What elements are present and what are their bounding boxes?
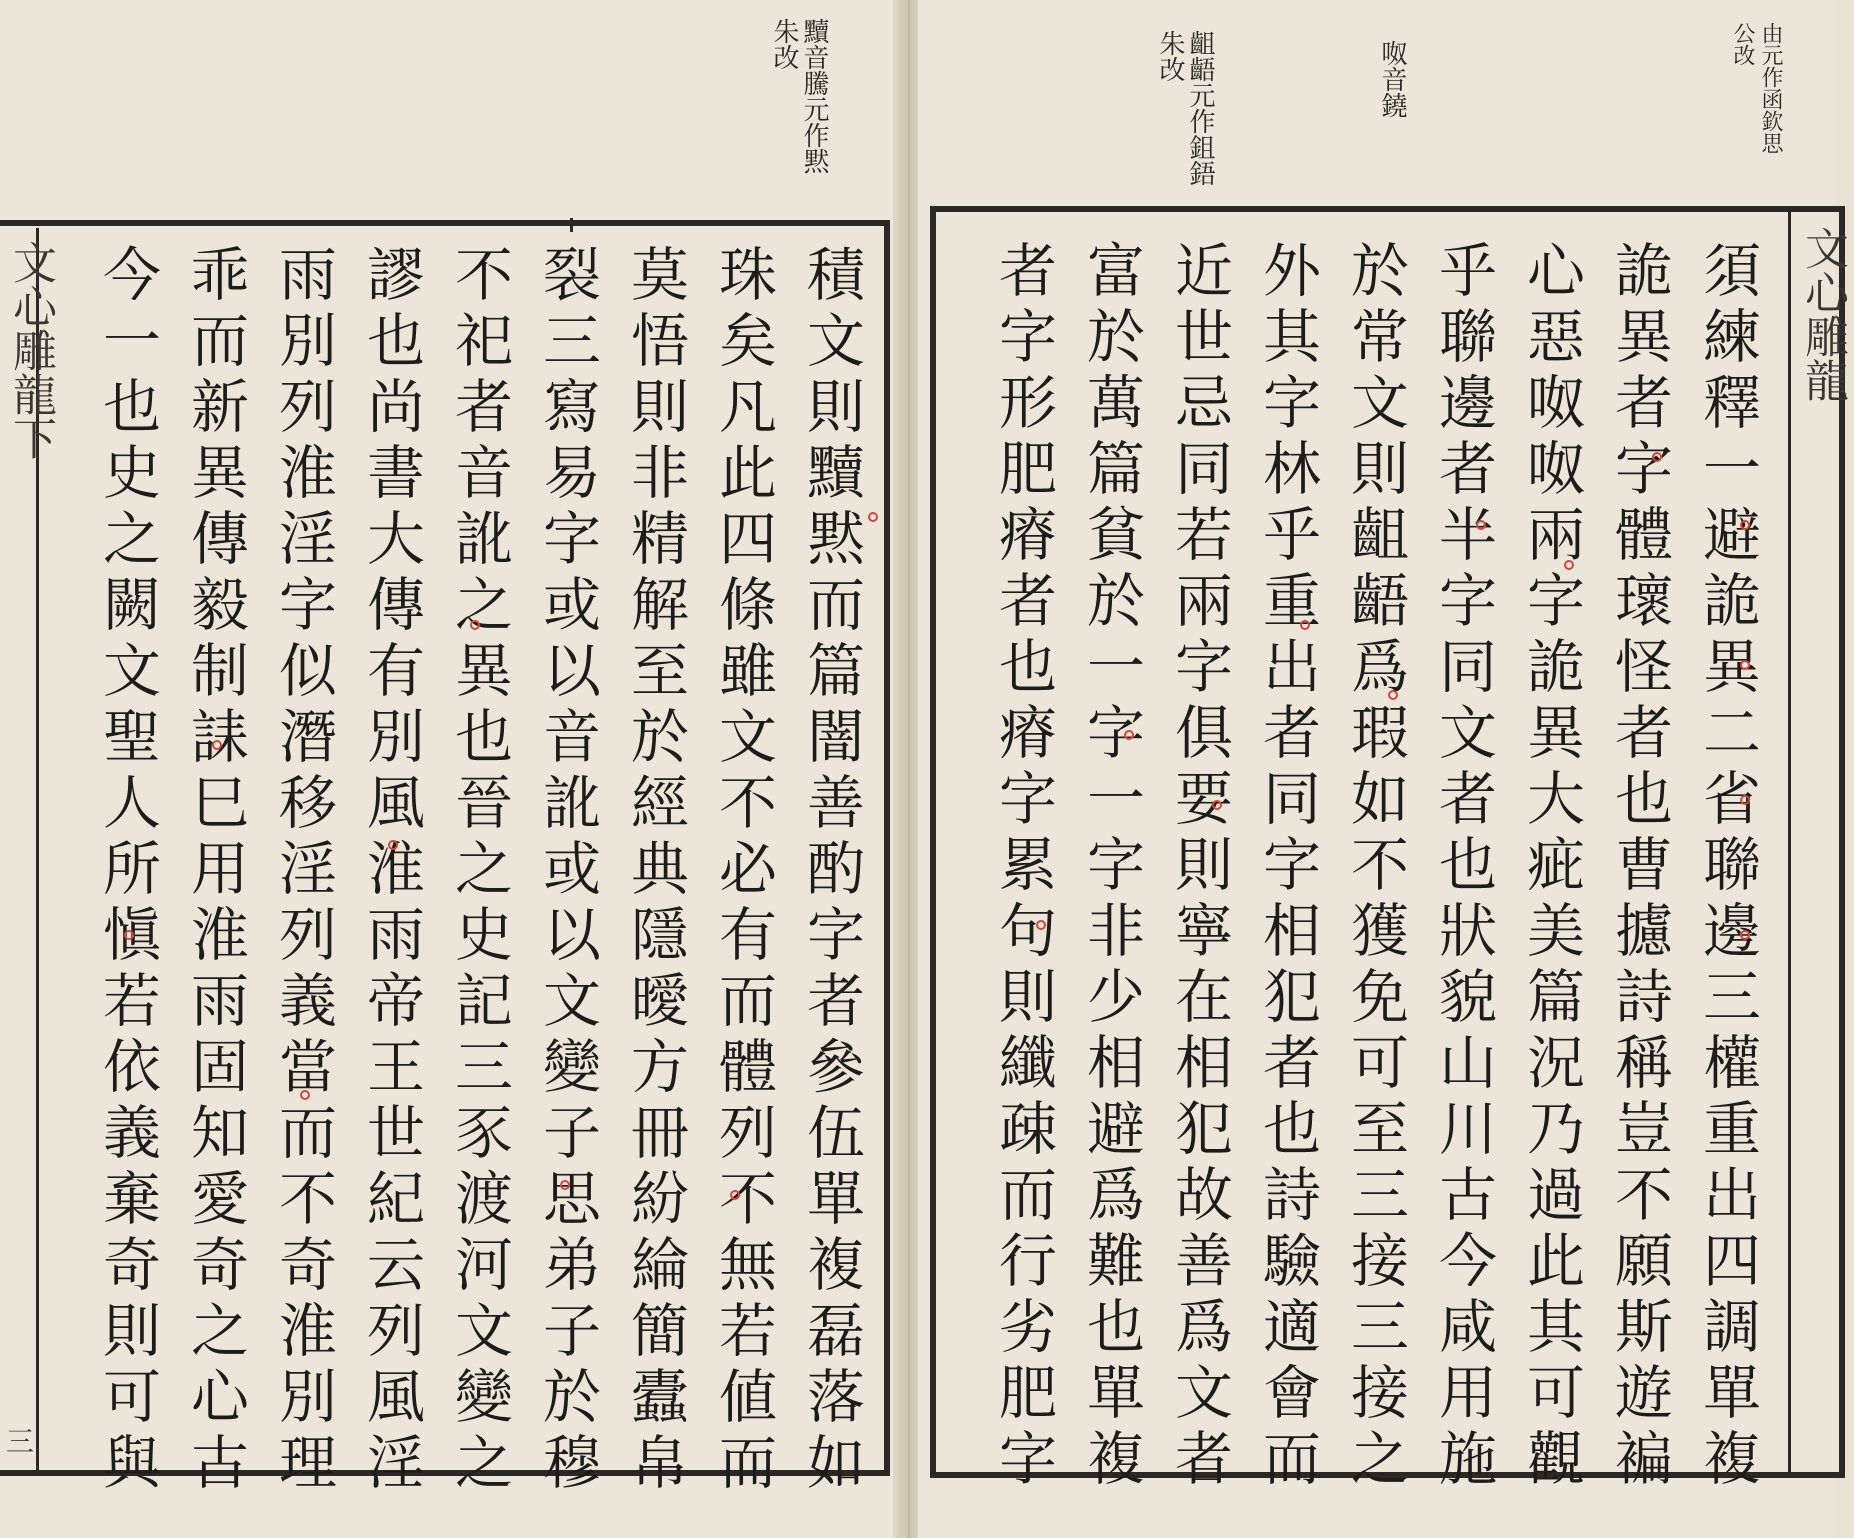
margin-note: 黷音騰元作黙 — [799, 18, 829, 174]
text-column: 近世忌同若兩字俱要則寧在相犯故善爲文者 — [1165, 240, 1233, 1494]
punctuation-mark — [1740, 660, 1750, 670]
punctuation-mark — [560, 1180, 570, 1190]
text-column: 者字形肥瘠者也瘠字累句則纖疎而行劣肥字 — [989, 240, 1057, 1494]
punctuation-mark — [300, 1090, 310, 1100]
punctuation-mark — [1212, 800, 1222, 810]
punctuation-mark — [1124, 730, 1134, 740]
frame-rule — [570, 218, 573, 232]
text-column: 珠矣凡此四條雖文不必有而體列不無若値而 — [709, 244, 777, 1498]
folio-number: 三 — [6, 1425, 35, 1458]
text-column: 乎聯邊者半字同文者也狀貌山川古今咸用施 — [1429, 240, 1497, 1494]
punctuation-mark — [212, 740, 222, 750]
punctuation-mark — [1476, 520, 1486, 530]
punctuation-mark — [388, 840, 398, 850]
right-page — [918, 0, 1848, 1538]
punctuation-mark — [1564, 560, 1574, 570]
punctuation-mark — [1388, 690, 1398, 700]
punctuation-mark — [1740, 520, 1750, 530]
text-column: 裂三寫易字或以音訛或以文變子思弟子於穆 — [533, 244, 601, 1498]
punctuation-mark — [730, 1190, 740, 1200]
margin-note: 由元作函欽思 — [1758, 22, 1783, 154]
punctuation-mark — [1300, 620, 1310, 630]
text-column: 詭異者字體瓌怪者也曹攄詩稱豈不願斯遊褊 — [1605, 240, 1673, 1494]
text-column: 心惡呶呶兩字詭異大疵美篇況乃過此其可觀 — [1517, 240, 1585, 1494]
punctuation-mark — [124, 930, 134, 940]
punctuation-mark — [1740, 795, 1750, 805]
margin-note: 呶音鐃 — [1377, 40, 1407, 118]
left-page — [0, 0, 900, 1538]
text-column: 今一也史之闕文聖人所愼若依義棄奇則可與 — [93, 244, 161, 1498]
text-column: 於常文則齟齬爲瑕如不獲免可至三接三接之 — [1341, 240, 1409, 1494]
text-column: 外其字林乎重出者同字相犯者也詩驗適會而 — [1253, 240, 1321, 1494]
text-column: 不祀者音訛之異也晉之史記三豕渡河文變之 — [445, 244, 513, 1498]
margin-note: 公改 — [1730, 22, 1755, 66]
punctuation-mark — [470, 620, 480, 630]
text-column: 雨別列淮淫字似潛移淫列義當而不奇淮別理 — [269, 244, 337, 1498]
edge-title: 文心雕龍 — [1797, 226, 1848, 402]
text-column: 乖而新異傳毅制誄巳用淮雨固知愛奇之心古 — [181, 244, 249, 1498]
punctuation-mark — [1740, 930, 1750, 940]
margin-note: 朱改 — [769, 18, 799, 70]
punctuation-mark — [1036, 920, 1046, 930]
text-column: 富於萬篇貧於一字一字非少相避爲難也單複 — [1077, 240, 1145, 1494]
edge-title: 文心雕龍下 — [5, 240, 56, 460]
text-column: 謬也尚書大傳有別風淮雨帝王世紀云列風淫 — [357, 244, 425, 1498]
margin-note: 朱改 — [1155, 30, 1185, 82]
margin-note: 齟齬元作鉏鋙 — [1185, 30, 1215, 186]
punctuation-mark — [868, 512, 878, 522]
text-column: 須練釋一避詭異二省聯邊三權重出四調單複 — [1693, 240, 1761, 1494]
punctuation-mark — [1652, 452, 1662, 462]
text-column: 莫悟則非精解至於經典隱曖方冊紛綸簡蠹帛 — [621, 244, 689, 1498]
text-column: 積文則黷黙而篇闇善酌字者參伍單複磊落如 — [797, 244, 865, 1498]
